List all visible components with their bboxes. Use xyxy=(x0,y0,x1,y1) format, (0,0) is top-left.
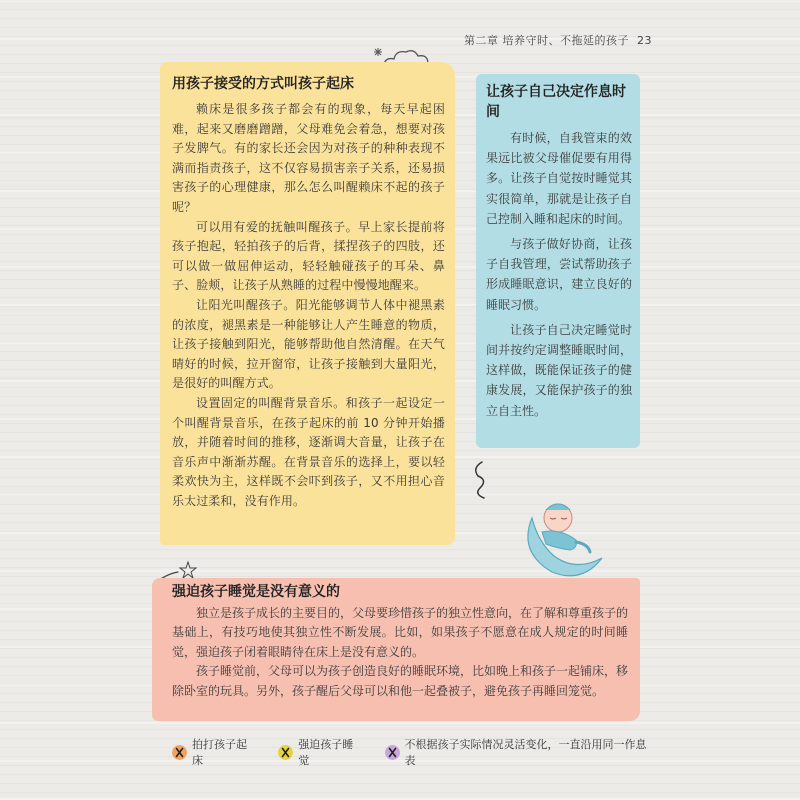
paragraph: 独立是孩子成长的主要目的，父母要珍惜孩子的独立性意向，在了解和尊重孩子的基础上，有技巧地使其独立性不断发展。比如，如果孩子不愿意在成人规定的时间睡觉，强迫孩子闭着眼睛待在床上是没有意义的。 xyxy=(172,606,629,659)
chapter-title: 第二章 培养守时、不拖延的孩子 xyxy=(464,34,629,47)
paragraph: 让阳光叫醒孩子。阳光能够调节人体中褪黑素的浓度，褪黑素是一种能够让人产生睡意的物质，让孩子接触到阳光，能够帮助他自然清醒。在天气晴好的时候，拉开窗帘，让孩子接触到大量阳光，是很好的叫醒方式。 xyxy=(172,297,445,391)
section-title: 让孩子自己决定作息时间 xyxy=(486,84,626,120)
paragraph: 设置固定的叫醒背景音乐。和孩子一起设定一个叫醒背景音乐，在孩子起床的前 10 分钟开始播放，并随着时间的推移，逐渐调大音量，让孩子在音乐声中渐渐苏醒。在背景音乐的选择上，要以轻柔欢快为主，这样既不会吓到孩子，又不用担心音乐太过柔和，没有作用。 xyxy=(172,395,445,508)
section-forced-sleep xyxy=(152,578,640,721)
x-mark-icon xyxy=(172,745,187,760)
legend-item xyxy=(172,736,256,768)
paragraph: 赖床是很多孩子都会有的现象，每天早起困难，起来又磨磨蹭蹭，父母难免会着急，想要对孩子发脾气。有的家长还会因为对孩子的种种表现不满而指责孩子，这不仅容易损害亲子关系，还易损害孩子的心理健康，那么怎么叫醒赖床不起的孩子呢？ xyxy=(172,102,445,214)
legend-item xyxy=(385,736,652,768)
section-title: 强迫孩子睡觉是没有意义的 xyxy=(172,584,340,600)
x-mark-icon xyxy=(278,745,293,760)
paragraph: 与孩子做好协商，让孩子自我管理，尝试帮助孩子形成睡眠意识，建立良好的睡眠习惯。 xyxy=(486,237,632,312)
page-header xyxy=(464,32,652,48)
section-title: 用孩子接受的方式叫孩子起床 xyxy=(172,76,354,92)
paragraph: 让孩子自己决定睡觉时间并按约定调整睡眠时间，这样做，既能保证孩子的健康发展，又能保护孩子的独立自主性。 xyxy=(486,322,632,418)
legend-label: 强迫孩子睡觉 xyxy=(298,738,354,767)
swirl-doodle xyxy=(468,458,496,502)
dont-do-legend xyxy=(172,738,652,767)
paragraph: 可以用有爱的抚触叫醒孩子。早上家长提前将孩子抱起，轻拍孩子的后背，揉捏孩子的四肢，还可以做一做屈伸运动，轻轻触碰孩子的耳朵、鼻子、脸颊，让孩子从熟睡的过程中慢慢地醒来。 xyxy=(172,219,445,293)
section-self-scheduling xyxy=(476,74,640,448)
sleeping-baby-on-moon-illustration xyxy=(512,488,612,586)
x-mark-icon xyxy=(385,745,400,760)
legend-item xyxy=(278,736,362,768)
legend-label: 不根据孩子实际情况灵活变化，一直沿用同一作息表 xyxy=(404,738,647,767)
page-number: 23 xyxy=(637,34,652,47)
paragraph: 有时候，自我管束的效果远比被父母催促要有用得多。让孩子自觉按时睡觉其实很简单，那就是让孩子自己控制入睡和起床的时间。 xyxy=(486,131,632,226)
paragraph: 孩子睡觉前，父母可以为孩子创造良好的睡眠环境，比如晚上和孩子一起铺床，移除卧室的玩具。另外，孩子醒后父母可以和他一起叠被子，避免孩子再睡回笼觉。 xyxy=(172,664,629,698)
legend-label: 拍打孩子起床 xyxy=(192,738,247,767)
section-wake-up-methods xyxy=(160,62,455,545)
